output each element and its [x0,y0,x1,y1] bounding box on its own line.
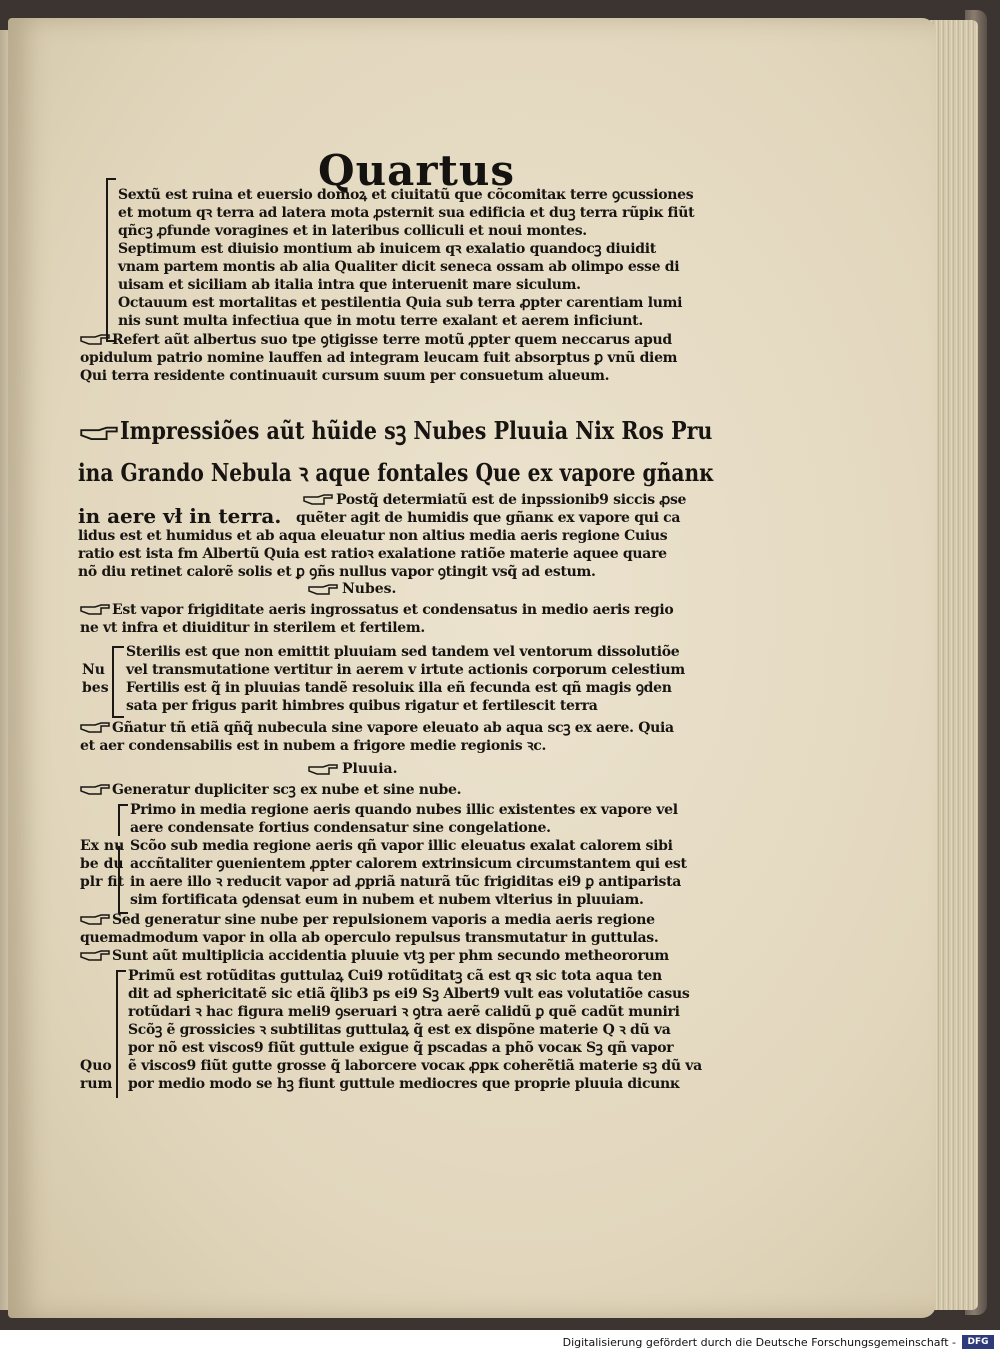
text-line: accñtaliter ꝯuenientem ꝓpter calorem extrinsicum circumstantem qui est [130,856,687,872]
text-line: Sed generatur sine nube per repulsionem vaporis a media aeris regione [112,912,655,928]
text-line: uisam et siciliam ab italia intra que interuenit mare siculum. [118,277,581,293]
text-line: rotũdari ꝛ hac figura meli9 ꝯseruari ꝛ ꝯtra aerẽ calidũ ꝑ quẽ cadũt muniri [128,1004,680,1020]
text-line: Generatur dupliciter scꝫ ex nube et sine nube. [112,782,462,798]
margin-note: Quo [80,1058,112,1074]
dfg-logo: DFG [962,1335,994,1349]
text-line: Sterilis est que non emittit pluuiam sed tandem vel ventorum dissolutiõe [126,644,680,660]
text-line: qñcꝫ ꝓfunde voragines et in lateribus colliculi et noui montes. [118,223,587,239]
impressions-heading-line3: in aere vł in terra. [78,504,282,528]
pointing-hand-icon [303,494,333,506]
pointing-hand-icon [80,604,110,616]
bracket-accidentia [116,970,126,1098]
margin-note: plr fit [80,874,125,890]
pointing-hand-icon [80,914,110,926]
text-line: Primũ est rotũditas guttulaꝝ Cui9 rotũditatꝫ cã est qꝛ sic tota aqua ten [128,968,662,984]
margin-note: be du [80,856,124,872]
text-line: por medio modo se hꝫ fiunt guttule mediocres que proprie pluuia dicunĸ [128,1076,680,1092]
margin-note: Nu [82,662,105,678]
text-line: Refert aũt albertus suo tpe ꝯtigisse terre motũ ꝓpter quem neccarus apud [112,332,672,348]
section-label-nubes: Nubes. [342,581,397,597]
impressions-heading-line1: Impressiões aũt hũide sꝫ Nubes Pluuia Nix Ros Pru [120,416,713,445]
bracket-nubes [112,646,124,718]
text-line: por nõ est viscos9 fiũt guttule exigue q̃ pscadas a phõ vocaĸ Sꝫ qñ vapor [128,1040,674,1056]
text-line: opidulum patrio nomine lauffen ad integram leucam fuit absorptus ꝑ vnũ diem [80,350,678,366]
text-line: Sextũ est ruina et euersio domoꝝ et ciuitatũ que cõcomitaĸ terre ꝯcussiones [118,187,694,203]
text-line: Gñatur tñ etiã qñq̃ nubecula sine vapore eleuato ab aqua scꝫ ex aere. Quia [112,720,674,736]
pointing-hand-icon [80,334,110,346]
text-line: Scõo sub media regione aeris qñ vapor illic eleuatus exalat calorem sibi [130,838,673,854]
text-line: Postq̃ determiatũ est de inpssionib9 siccis ꝓse [336,492,687,508]
page [8,18,936,1318]
text-line: vnam partem montis ab alia Qualiter dicit seneca ossam ab olimpo esse di [118,259,680,275]
pointing-hand-icon [308,584,338,596]
text-line: Est vapor frigiditate aeris ingrossatus et condensatus in medio aeris regio [112,602,674,618]
bracket-pluuia-1 [118,804,128,836]
pointing-hand-icon [308,764,338,776]
page-heading: Quartus [318,146,516,195]
text-line: aere condensate fortius condensatur sine congelatione. [130,820,551,836]
text-line: in aere illo ꝛ reducit vapor ad ꝓpriã naturã tũc frigiditas ei9 ꝑ antiparista [130,874,682,890]
bracket-block1 [106,178,116,342]
text-line: ratio est ista fm Albertũ Quia est ratioꝛ exalatione ratiõe materie aquee quare [78,546,667,562]
text-line: et aer condensabilis est in nubem a frigore medie regionis ꝛc. [80,738,547,754]
pointing-hand-icon [80,722,110,734]
text-line: Sunt aũt multiplicia accidentia pluuie vtꝫ per phm secundo metheororum [112,948,669,964]
text-line: Fertilis est q̃ in pluuias tandẽ resoluiĸ illa eñ fecunda est qñ magis ꝯden [126,680,672,696]
text-line: Scõꝫ ẽ grossicies ꝛ subtilitas guttulaꝝ q̃ est ex dispõne materie Q ꝛ dũ va [128,1022,671,1038]
text-line: sata per frigus parit himbres quibus rigatur et fertilescit terra [126,698,598,714]
text-line: quemadmodum vapor in olla ab operculo repulsus transmutatur in guttulas. [80,930,659,946]
text-line: Qui terra residente continuauit cursum suum per consuetum alueum. [80,368,610,384]
page-edges [930,20,978,1310]
footer-bar [0,1330,1000,1355]
text-line: Primo in media regione aeris quando nubes illic existentes ex vapore vel [130,802,678,818]
text-line: Octauum est mortalitas et pestilentia Quia sub terra ꝓpter carentiam lumi [118,295,683,311]
text-line: ẽ viscos9 fiũt gutte grosse q̃ laborcere vocaĸ ꝓpĸ coherẽtiã materie sꝫ dũ va [128,1058,702,1074]
text-line: quẽter agit de humidis que gñanĸ ex vapore qui ca [296,510,681,526]
text-line: nõ diu retinet calorẽ solis et ꝑ ꝯñs nullus vapor ꝯtingit vsq̃ ad estum. [78,564,596,580]
text-line: et motum qꝛ terra ad latera mota ꝓsternit sua edificia et duꝫ terra rũpiĸ fiũt [118,205,695,221]
margin-note: Ex nu [80,838,125,854]
impressions-heading-line2: ina Grando Nebula ꝛ aque fontales Que ex vapore gñanĸ [78,458,714,487]
text-line: nis sunt multa infectiua que in motu terre exalant et aerem inficiunt. [118,313,643,329]
pointing-hand-icon [80,950,110,962]
text-line: dit ad sphericitatẽ sic etiã q̃lib3 ps ei9 Sꝫ Albert9 vult eas volutatiõe casus [128,986,690,1002]
pointing-hand-icon [80,426,118,442]
text-line: Septimum est diuisio montium ab inuicem qꝛ exalatio quandocꝫ diuidit [118,241,656,257]
text-line: vel transmutatione vertitur in aerem v irtute actionis corporum celestium [126,662,685,678]
pointing-hand-icon [80,784,110,796]
funding-credit: Digitalisierung gefördert durch die Deutsche Forschungsgemeinschaft - [562,1336,956,1349]
margin-note: rum [80,1076,113,1092]
margin-note: bes [82,680,109,696]
section-label-pluuia: Pluuia. [342,761,398,777]
text-line: sim fortificata ꝯdensat eum in nubem et nubem vlterius in pluuiam. [130,892,644,908]
text-line: lidus est et humidus et ab aqua eleuatur non altius media aeris regione Cuius [78,528,668,544]
text-line: ne vt infra et diuiditur in sterilem et fertilem. [80,620,425,636]
